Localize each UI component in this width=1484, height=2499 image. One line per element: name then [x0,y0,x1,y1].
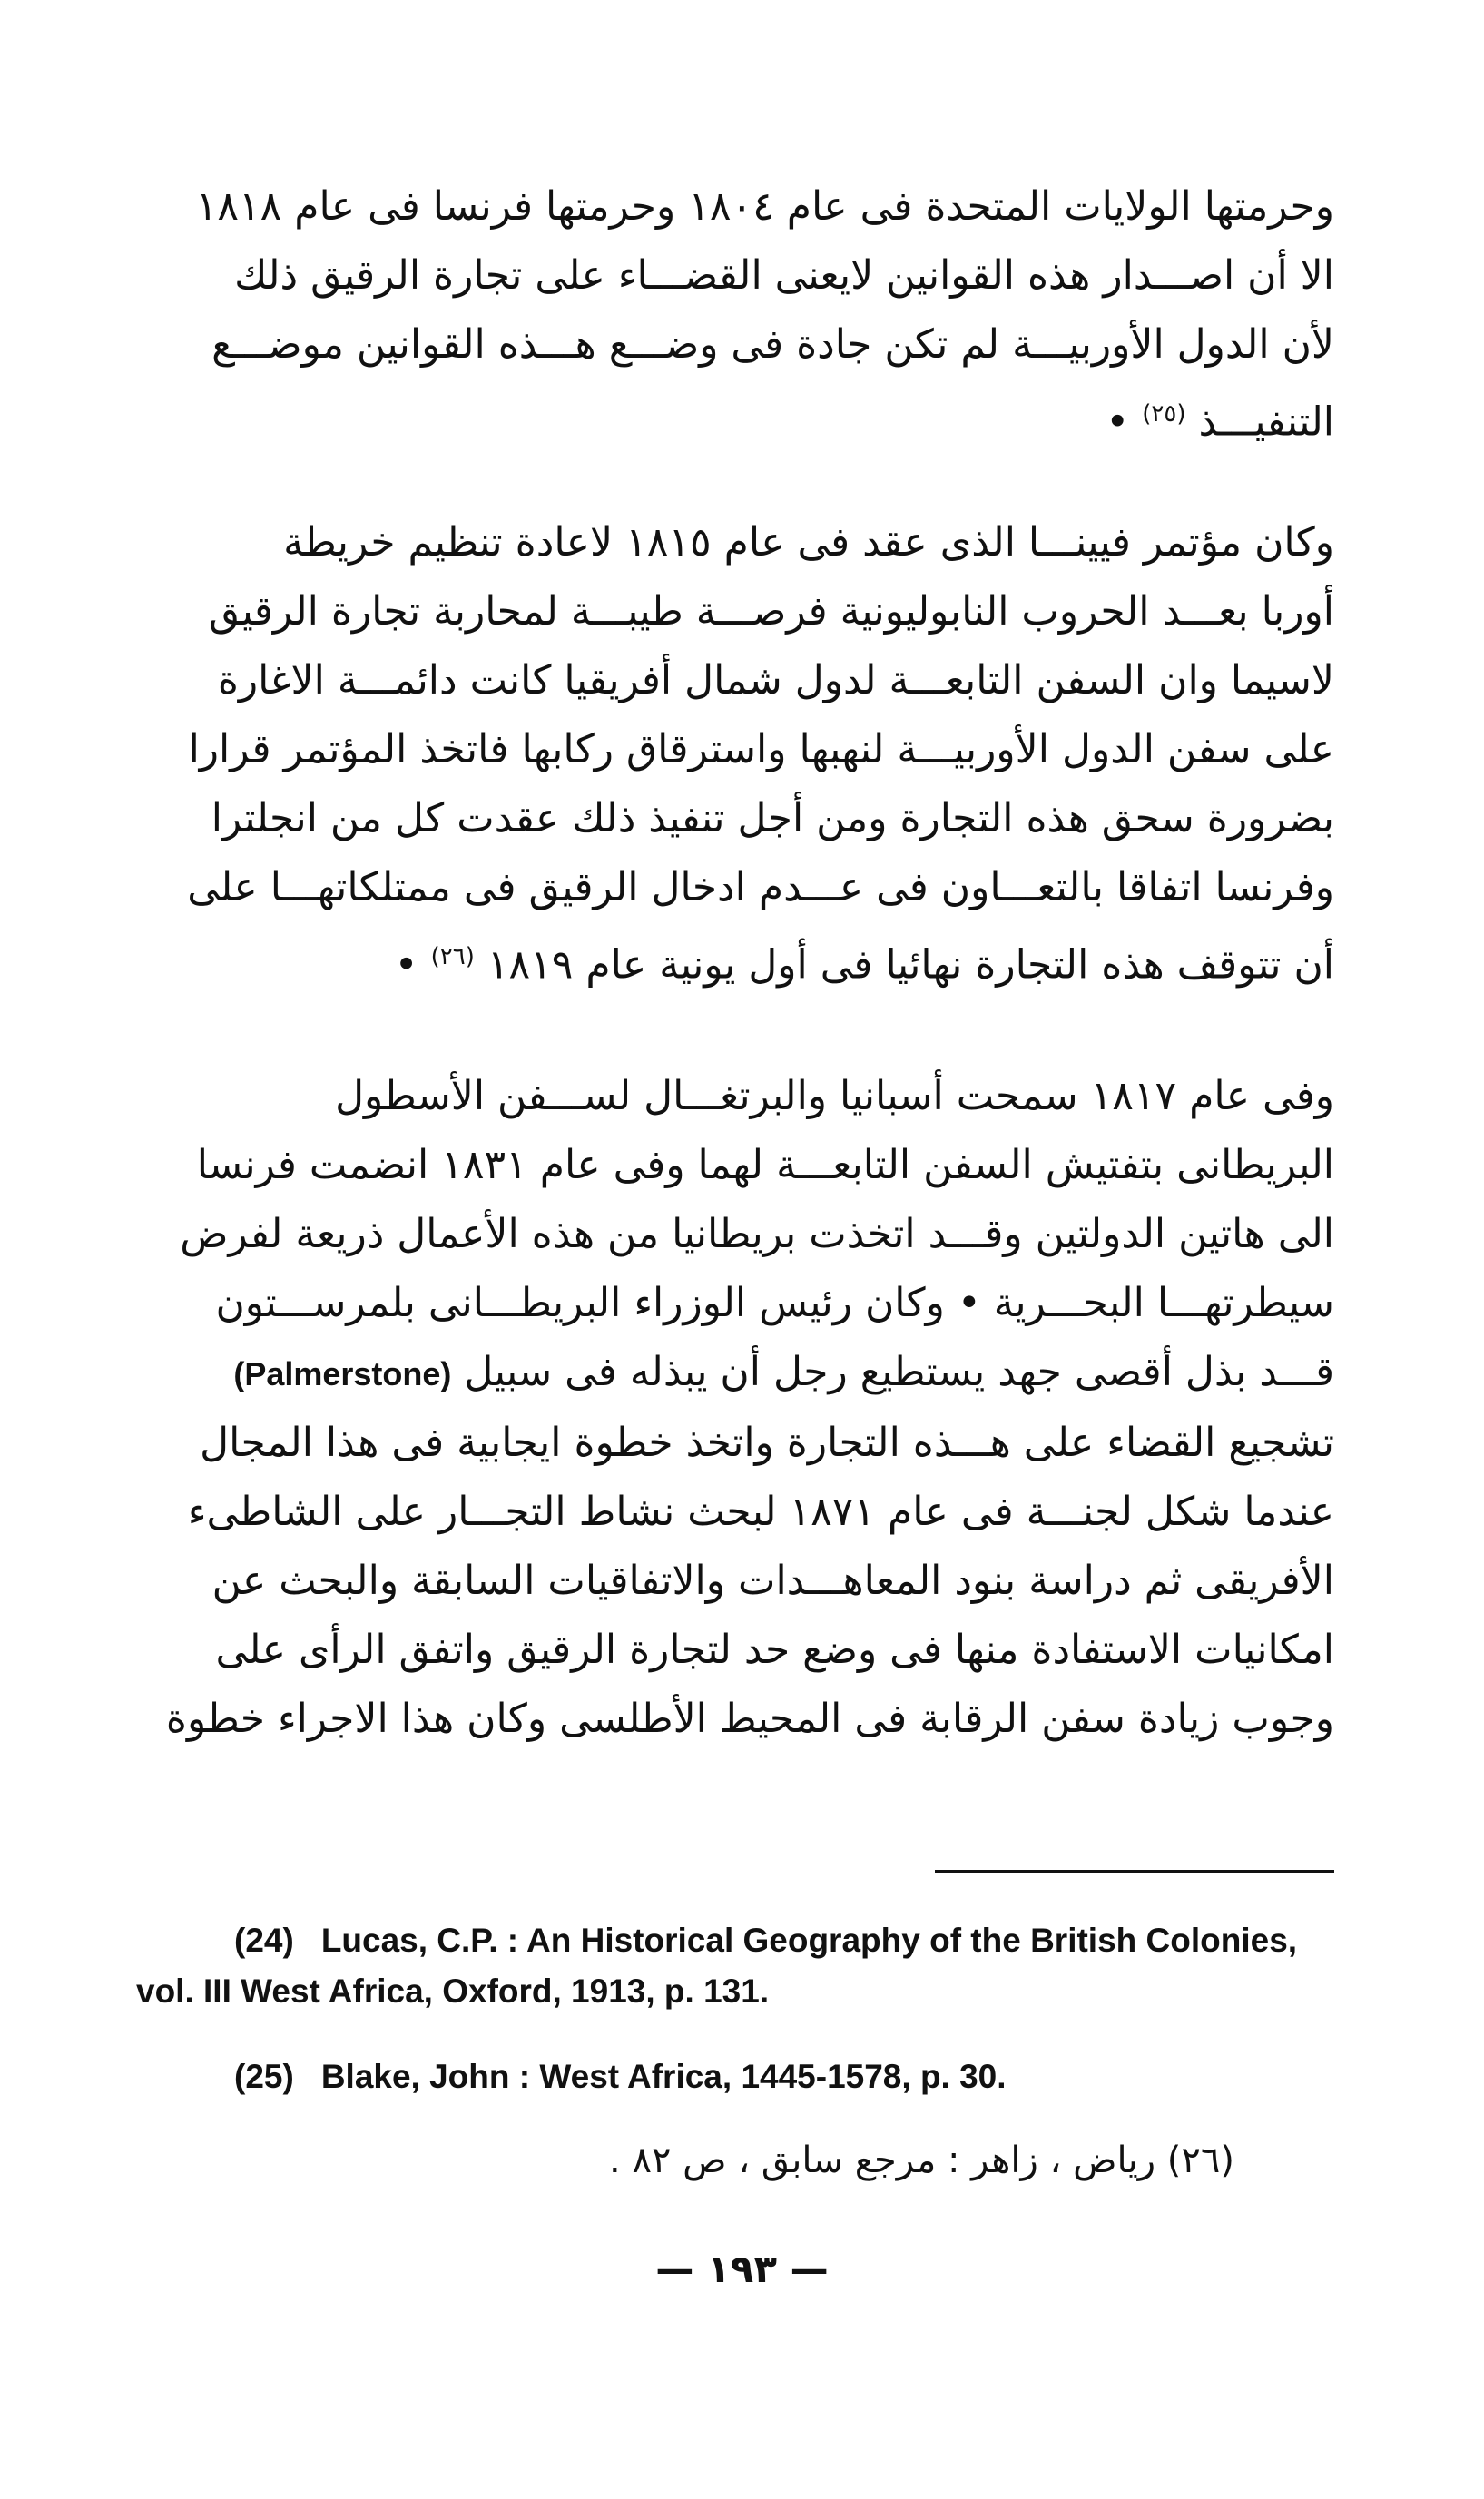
text-line: عندما شكل لجنـــة فى عام ١٨٧١ لبحث نشاط التجـــار على الشاطىء [187,1489,1334,1535]
footnote-divider [935,1870,1334,1873]
end-mark: • [394,941,418,989]
footnote-ref-26: (٢٦) [430,943,475,970]
paragraph-2 [136,508,1334,1000]
text-line: سيطرتهـــا البحـــرية • وكان رئيس الوزراء البريطـــانى بلمرســـتون [215,1280,1334,1326]
text-line: الى هاتين الدولتين وقـــد اتخذت بريطانيا من هذه الأعمال ذريعة لفرض [180,1211,1334,1257]
text-line: لأن الدول الأوربيـــة لم تكن جادة فى وضـــع هـــذه القوانين موضـــع [211,321,1334,368]
footnote-number: (25) [234,2058,294,2095]
text-line: وحرمتها الولايات المتحدة فى عام ١٨٠٤ وحرمتها فرنسا فى عام ١٨١٨ [195,183,1334,230]
footnote-26: (٢٦) رياض ، زاهر : مرجع سابق ، ص ٨٢ . [609,2140,1234,2181]
text-line: على سفن الدول الأوربيـــة لنهبها واسترقاق ركابها فاتخذ المؤتمر قرارا [188,726,1334,772]
text-line-last [136,922,1334,1000]
text-line-content: أن تتوقف هذه التجارة نهائيا فى أول يونية عام ١٨١٩ [486,941,1334,989]
footnote-ref-25: (٢٥) [1142,400,1186,428]
footnote-text: Blake, John : West Africa, 1445-1578, p. 30. [320,2058,1007,2095]
footnote-25 [136,2051,1343,2102]
paragraph-1 [136,172,1334,457]
text-line: وجوب زيادة سفن الرقابة فى المحيط الأطلسى وكان هذا الاجراء خطوة [165,1696,1334,1742]
text-line-content: التنفيـــذ [1198,398,1334,446]
footnote-number: (24) [234,1922,294,1959]
text-line: أوربا بعـــد الحروب النابوليونية فرصـــة طيبـــة لمحاربة تجارة الرقيق [208,588,1334,635]
text-line-with-latin [136,1338,1334,1409]
text-line: لاسيما وان السفن التابعـــة لدول شمال أفريقيا كانت دائمـــة الاغارة [217,657,1334,703]
end-mark: • [1106,398,1130,446]
text-line: تشجيع القضاء على هـــذه التجارة واتخذ خطوة ايجابية فى هذا المجال [200,1420,1334,1466]
page-number: — ١٩٣ — [655,2247,829,2291]
text-line: امكانيات الاستفادة منها فى وضع حد لتجارة الرقيق واتفق الرأى على [215,1627,1334,1673]
text-line: وفرنسا اتفاقا بالتعـــاون فى عـــدم ادخال الرقيق فى ممتلكاتهـــا على [187,864,1334,910]
text-line: الأفريقى ثم دراسة بنود المعاهـــدات والاتفاقيات السابقة والبحث عن [211,1558,1334,1604]
text-line: وفى عام ١٨١٧ سمحت أسبانيا والبرتغـــال لســـفن الأسطول [335,1073,1334,1119]
text-line-content: قـــد بذل أقصى جهد يستطيع رجل أن يبذله فى سبيل [464,1349,1334,1395]
text-line: البريطانى بتفتيش السفن التابعـــة لهما وفى عام ١٨٣١ انضمت فرنسا [196,1142,1334,1188]
text-line-last [136,379,1334,457]
text-line: الا أن اصـــدار هذه القوانين لايعنى القضـــاء على تجارة الرقيق ذلك [234,252,1334,299]
paragraph-3 [136,1062,1334,1754]
latin-name: (Palmerstone) [233,1355,452,1392]
text-line: وكان مؤتمر فيينـــا الذى عقد فى عام ١٨١٥ لاعادة تنظيم خريطة [283,519,1334,566]
text-line: بضرورة سحق هذه التجارة ومن أجل تنفيذ ذلك عقدت كل من انجلترا [211,795,1334,841]
footnote-text: Lucas, C.P. : An Historical Geography of the British Colonies, vol. III West Africa, Oxford, 1913, p. 131. [136,1922,1298,2010]
footnote-24 [136,1915,1343,2017]
